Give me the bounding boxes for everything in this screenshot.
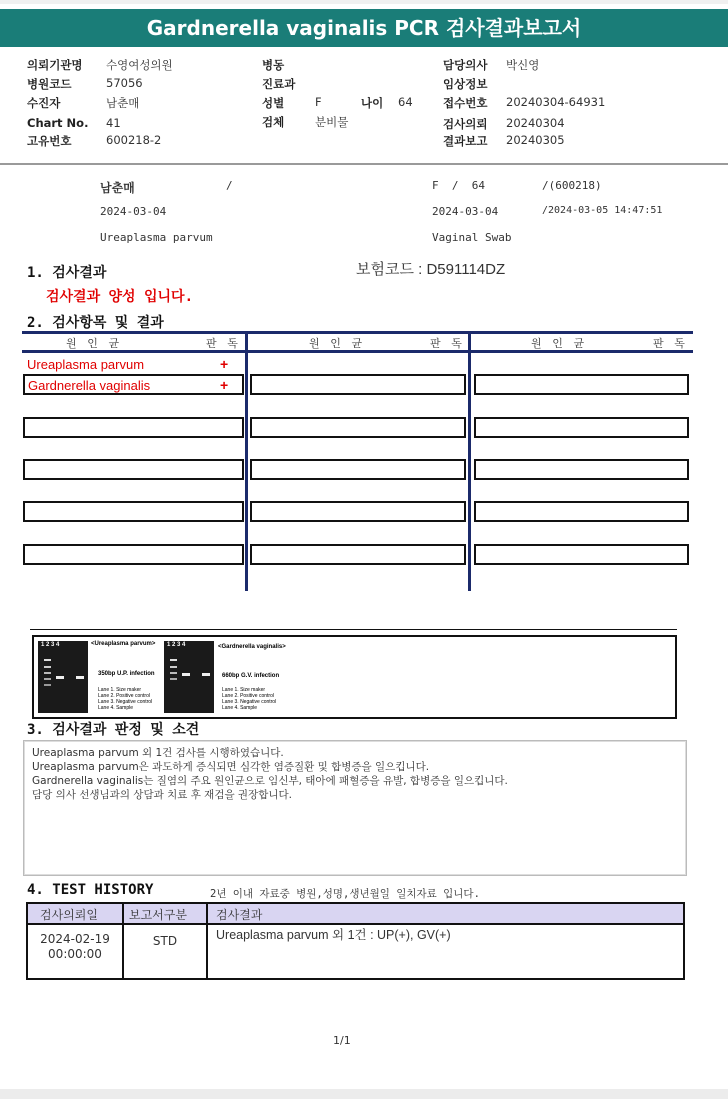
history-row-result: Ureaplasma parvum 외 1건 : UP(+), GV(+) (216, 928, 451, 942)
gel-legend-line: Lane 2. Positive control (222, 693, 274, 699)
gel-band (170, 678, 177, 680)
sub-date1: 2024-03-04 (100, 205, 167, 218)
bottom-strip (0, 1089, 728, 1099)
empty-row-box (23, 544, 244, 565)
age-label: 나이 (361, 96, 384, 110)
sub-organism: Ureaplasma parvum (100, 231, 213, 244)
institution-value: 수영여성의원 (106, 58, 173, 72)
history-row-type: STD (152, 934, 178, 948)
sub-sample: Vaginal Swab (432, 231, 512, 244)
grid-col-divider-2 (468, 331, 471, 591)
ward-label: 병동 (262, 58, 285, 72)
empty-row-box (250, 544, 466, 565)
gel-band (44, 666, 51, 668)
col2-org-header: 원 인 균 (309, 337, 365, 350)
doctor-value: 박신영 (506, 58, 540, 72)
section1-heading: 1. 검사결과 (27, 265, 107, 281)
sub-name: 남춘매 (100, 181, 135, 195)
empty-row-box (250, 501, 466, 522)
empty-row-box (23, 459, 244, 480)
findings-box (23, 740, 687, 876)
sub-sex-age: F / 64 (432, 179, 485, 192)
receipt-no-value: 20240304-64931 (506, 95, 606, 109)
history-col-type: 보고서구분 (129, 908, 187, 922)
gel-band (44, 659, 51, 661)
chart-no-value: 41 (106, 116, 121, 130)
history-date: 2024-02-19 (40, 932, 110, 946)
history-header-row (28, 904, 683, 925)
result-row-organism: Ureaplasma parvum (27, 357, 145, 372)
section3-heading: 3. 검사결과 판정 및 소견 (27, 722, 200, 738)
sub-slash: / (226, 179, 233, 192)
doctor-label: 담당의사 (443, 58, 488, 72)
grid-top-rule (22, 331, 693, 334)
history-time: 00:00:00 (48, 947, 102, 961)
gel-band (56, 676, 64, 679)
gel-figure (32, 635, 677, 719)
gel-band (44, 678, 51, 680)
request-date-value: 20240304 (506, 116, 565, 130)
patient-label: 수진자 (27, 96, 61, 110)
report-title: Gardnerella vaginalis PCR 검사결과보고서 (0, 9, 728, 47)
findings-line: Gardnerella vaginalis는 질염의 주요 원인균으로 임신부, 태아에 패혈증을 유발, 합병증을 일으킵니다. (32, 775, 508, 787)
insurance-code: 보험코드 : D591114DZ (356, 261, 506, 278)
report-date-value: 20240305 (506, 133, 565, 147)
empty-row-box (250, 459, 466, 480)
clinical-info-label: 임상정보 (443, 77, 488, 91)
empty-row-box (474, 417, 689, 438)
gel-band (170, 672, 177, 674)
empty-row-box (23, 417, 244, 438)
patient-value: 남춘매 (106, 96, 140, 110)
col3-judge-header: 판 독 (653, 337, 687, 350)
gel-legend-line: Lane 3. Negative control (222, 699, 277, 705)
history-col-divider (206, 904, 208, 978)
gel-image-right (164, 641, 214, 713)
col3-org-header: 원 인 균 (531, 337, 587, 350)
empty-row-box (474, 459, 689, 480)
gel-band (170, 666, 177, 668)
findings-line: Ureaplasma parvum은 과도하게 증식되면 심각한 염증질환 및 합병증을 일으킵니다. (32, 761, 430, 773)
history-col-date: 검사의뢰일 (40, 908, 98, 922)
empty-row-box (474, 501, 689, 522)
gel-image-left (38, 641, 88, 713)
gel-title-left: <Ureaplasma parvum> (91, 641, 156, 647)
col1-judge-header: 판 독 (206, 337, 240, 350)
unique-no-value: 600218-2 (106, 133, 162, 147)
unique-no-label: 고유번호 (27, 134, 72, 148)
institution-label: 의뢰기관명 (27, 58, 83, 72)
gel-band-label-right: 660bp G.V. infection (222, 673, 280, 679)
hospital-code-value: 57056 (106, 76, 143, 90)
result-row-organism: Gardnerella vaginalis (28, 378, 151, 393)
gel-band (44, 672, 51, 674)
gel-band (202, 673, 210, 676)
top-strip (0, 0, 728, 4)
findings-line: Ureaplasma parvum 외 1건 검사를 시행하였습니다. (32, 747, 284, 759)
request-date-label: 검사의뢰 (443, 117, 488, 131)
empty-row-box (474, 544, 689, 565)
result-row-judgement: + (220, 377, 229, 393)
col1-org-header: 원 인 균 (66, 337, 122, 350)
receipt-no-label: 접수번호 (443, 96, 488, 110)
empty-row-box (474, 374, 689, 395)
empty-row-box (23, 501, 244, 522)
department-label: 진료과 (262, 77, 296, 91)
age-value: 64 (398, 95, 413, 109)
result-text: 검사결과 양성 입니다. (46, 289, 194, 305)
gel-legend-line: Lane 4. Sample (222, 705, 258, 711)
sex-value: F (315, 95, 322, 109)
header-divider (0, 163, 728, 165)
gel-legend-line: Lane 3. Negative control (98, 699, 153, 705)
history-note: 2년 이내 자료중 병원,성명,생년월일 일치자료 입니다. (210, 888, 480, 900)
col2-judge-header: 판 독 (430, 337, 464, 350)
gel-top-rule (30, 629, 677, 630)
history-col-result: 검사결과 (216, 908, 263, 922)
empty-row-box (250, 374, 466, 395)
gel-lanes-left: 1 2 3 4 (41, 642, 60, 648)
gel-lanes-right: 1 2 3 4 (167, 642, 186, 648)
gel-band (44, 684, 51, 686)
section2-heading: 2. 검사항목 및 결과 (27, 315, 164, 331)
gel-legend-line: Lane 1. Size maker (98, 687, 142, 693)
gel-band-label-left: 350bp U.P. infection (98, 671, 155, 677)
page-number: 1/1 (333, 1034, 351, 1047)
findings-line: 담당 의사 선생님과의 상담과 치료 후 재검을 권장합니다. (32, 789, 292, 801)
gel-band (170, 659, 177, 661)
sex-label: 성별 (262, 96, 285, 110)
gel-legend-left (98, 687, 152, 711)
history-row-date (28, 932, 122, 962)
sub-date2: 2024-03-04 (432, 205, 499, 218)
history-table (26, 902, 685, 980)
sub-unique: /(600218) (542, 179, 602, 192)
specimen-label: 검체 (262, 115, 285, 129)
chart-no-label: Chart No. (27, 116, 89, 130)
sub-datetime: /2024-03-05 14:47:51 (542, 205, 663, 216)
empty-row-box (250, 417, 466, 438)
gel-legend-line: Lane 4. Sample (98, 705, 134, 711)
report-date-label: 결과보고 (443, 134, 488, 148)
grid-col-divider-1 (245, 331, 248, 591)
gel-legend-line: Lane 2. Positive control (98, 693, 150, 699)
gel-title-right: <Gardnerella vaginalis> (218, 644, 286, 650)
section4-heading: 4. TEST HISTORY (27, 882, 154, 898)
gel-legend-right (222, 687, 276, 711)
specimen-value: 분비물 (315, 115, 349, 129)
gel-band (76, 676, 84, 679)
hospital-code-label: 병원코드 (27, 77, 72, 91)
gel-legend-line: Lane 1. Size maker (222, 687, 266, 693)
gel-band (182, 673, 190, 676)
result-row-judgement: + (220, 356, 229, 372)
